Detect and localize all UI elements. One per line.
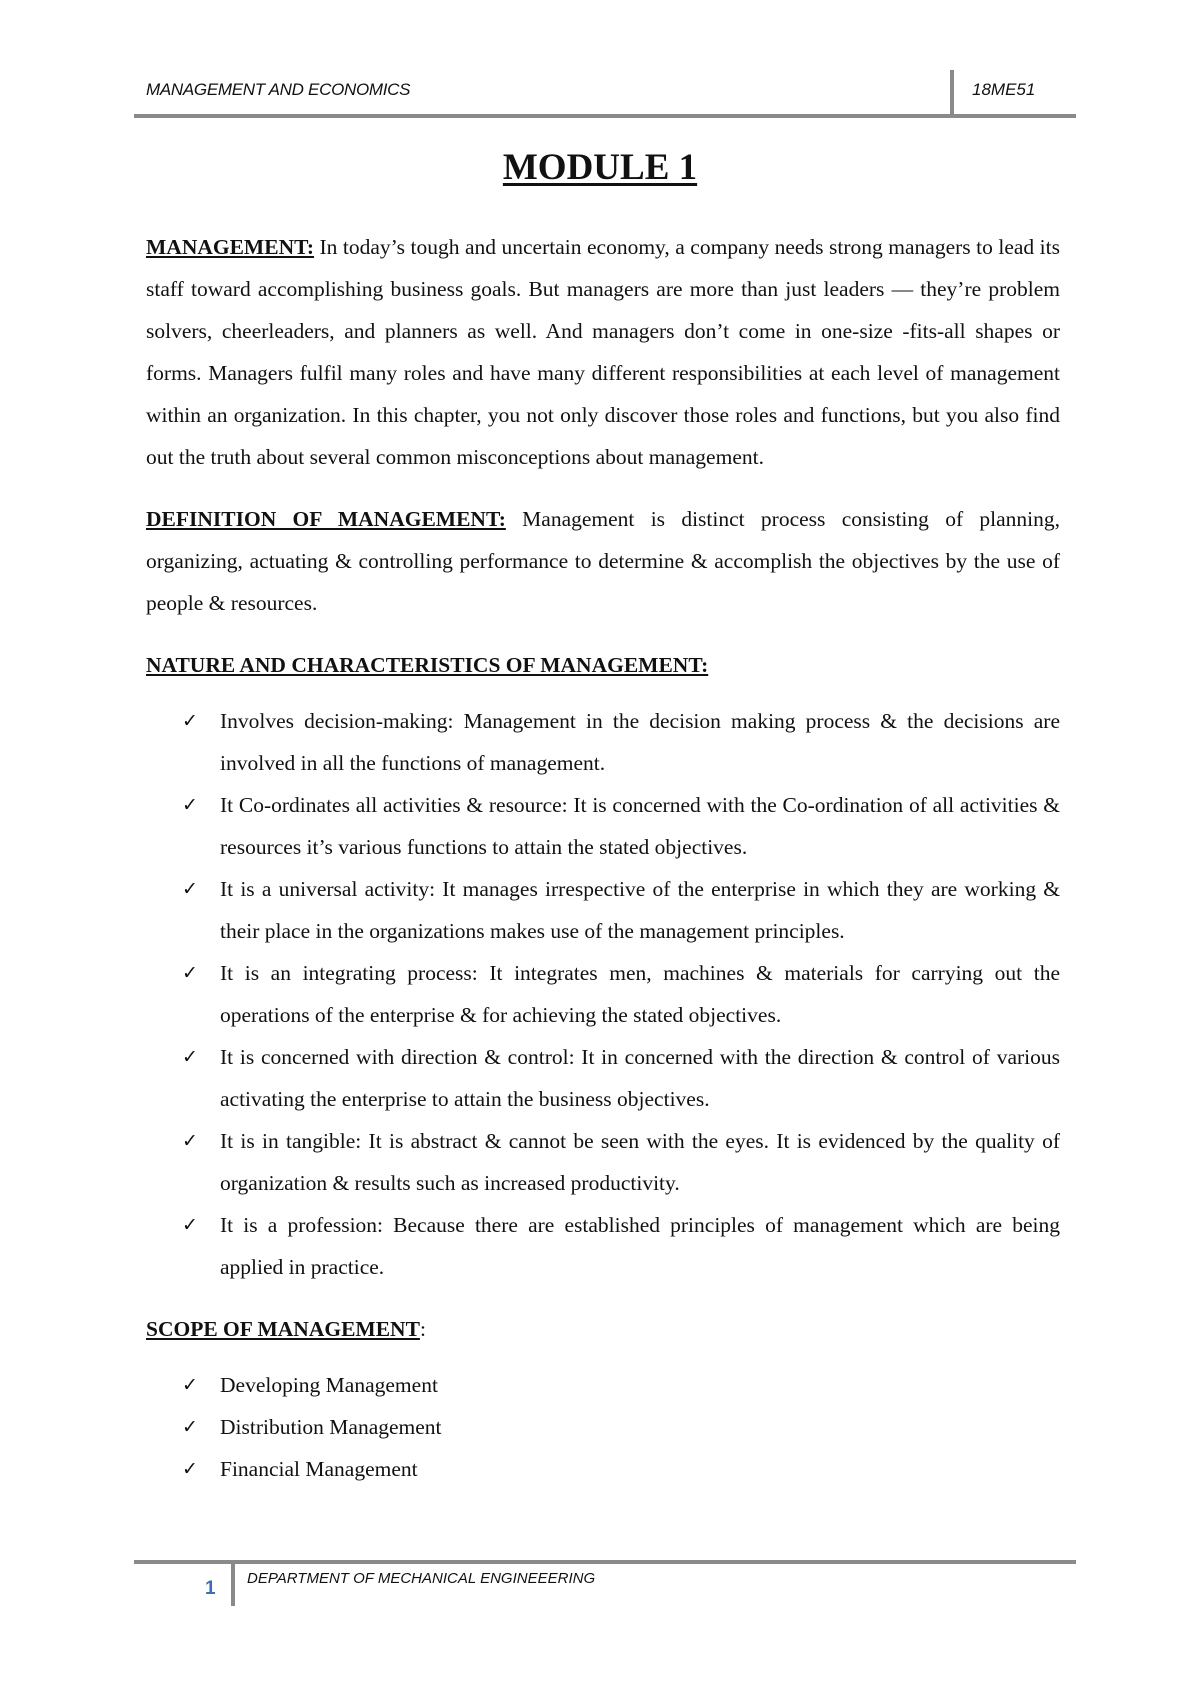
check-icon: ✓ — [182, 794, 198, 816]
list-item: ✓ It is a universal activity: It manages irrespective of the enterprise in which they are working & their place in the organizations makes use of the management principles. — [146, 868, 1060, 952]
module-title: MODULE 1 — [502, 147, 698, 188]
check-icon: ✓ — [182, 962, 198, 984]
footer-divider — [231, 1562, 235, 1606]
check-icon: ✓ — [182, 1416, 198, 1438]
list-item: ✓ It Co-ordinates all activities & resource: It is concerned with the Co-ordination of all activities & resources it’s various functions to attain the stated objectives. — [146, 784, 1060, 868]
list-item: ✓ It is an integrating process: It integrates men, machines & materials for carrying out the operations of the enterprise & for achieving the stated objectives. — [146, 952, 1060, 1036]
nature-heading: NATURE AND CHARACTERISTICS OF MANAGEMENT: — [146, 653, 709, 677]
header-course-title: MANAGEMENT AND ECONOMICS — [146, 80, 411, 99]
list-item: ✓ Developing Management — [146, 1364, 1060, 1406]
header-course-code: 18ME51 — [972, 80, 1036, 99]
list-item: ✓ It is in tangible: It is abstract & cannot be seen with the eyes. It is evidenced by the quality of organization & results such as increased productivity. — [146, 1120, 1060, 1204]
intro-text: In today’s tough and uncertain economy, a company needs strong managers to lead its staff toward accomplishing business goals. But managers are more than just leaders — they’re problem solvers, cheerleaders, and planners as well. And managers don’t come in one-size -fits-all shapes or forms. Managers fulfil many roles and have many different responsibilities at each level of management within an organization. In this chapter, you not only discover those roles and functions, but you also find out the truth about several common misconceptions about management. — [146, 235, 1060, 469]
definition-paragraph — [146, 498, 1060, 624]
header-divider — [950, 70, 954, 116]
list-item: ✓ Financial Management — [146, 1448, 1060, 1490]
check-icon: ✓ — [182, 1046, 198, 1068]
intro-paragraph — [146, 226, 1060, 478]
check-icon: ✓ — [182, 1374, 198, 1396]
scope-heading: SCOPE OF MANAGEMENT: — [146, 1317, 426, 1341]
list-item: ✓ Involves decision-making: Management in the decision making process & the decisions are involved in all the functions of management. — [146, 700, 1060, 784]
definition-label: DEFINITION OF MANAGEMENT: — [146, 507, 506, 531]
footer-rule — [134, 1560, 1076, 1564]
header-rule — [134, 114, 1076, 118]
footer-department: DEPARTMENT OF MECHANICAL ENGINEEERING — [247, 1570, 596, 1587]
scope-list — [146, 1364, 1060, 1490]
check-icon: ✓ — [182, 878, 198, 900]
check-icon: ✓ — [182, 710, 198, 732]
check-icon: ✓ — [182, 1130, 198, 1152]
list-item: ✓ It is concerned with direction & control: It in concerned with the direction & control of various activating the enterprise to attain the business objectives. — [146, 1036, 1060, 1120]
definition-text: Management is distinct process consisting of planning, organizing, actuating & controlling performance to determine & accomplish the objectives by the use of people & resources. — [146, 507, 1061, 615]
list-item: ✓ Distribution Management — [146, 1406, 1060, 1448]
list-item: ✓ It is a profession: Because there are established principles of management which are being applied in practice. — [146, 1204, 1060, 1288]
nature-list — [146, 700, 1060, 1288]
page-number: 1 — [205, 1578, 216, 1599]
intro-label: MANAGEMENT: — [146, 235, 315, 259]
check-icon: ✓ — [182, 1214, 198, 1236]
check-icon: ✓ — [182, 1458, 198, 1480]
document-body — [146, 226, 1060, 1490]
